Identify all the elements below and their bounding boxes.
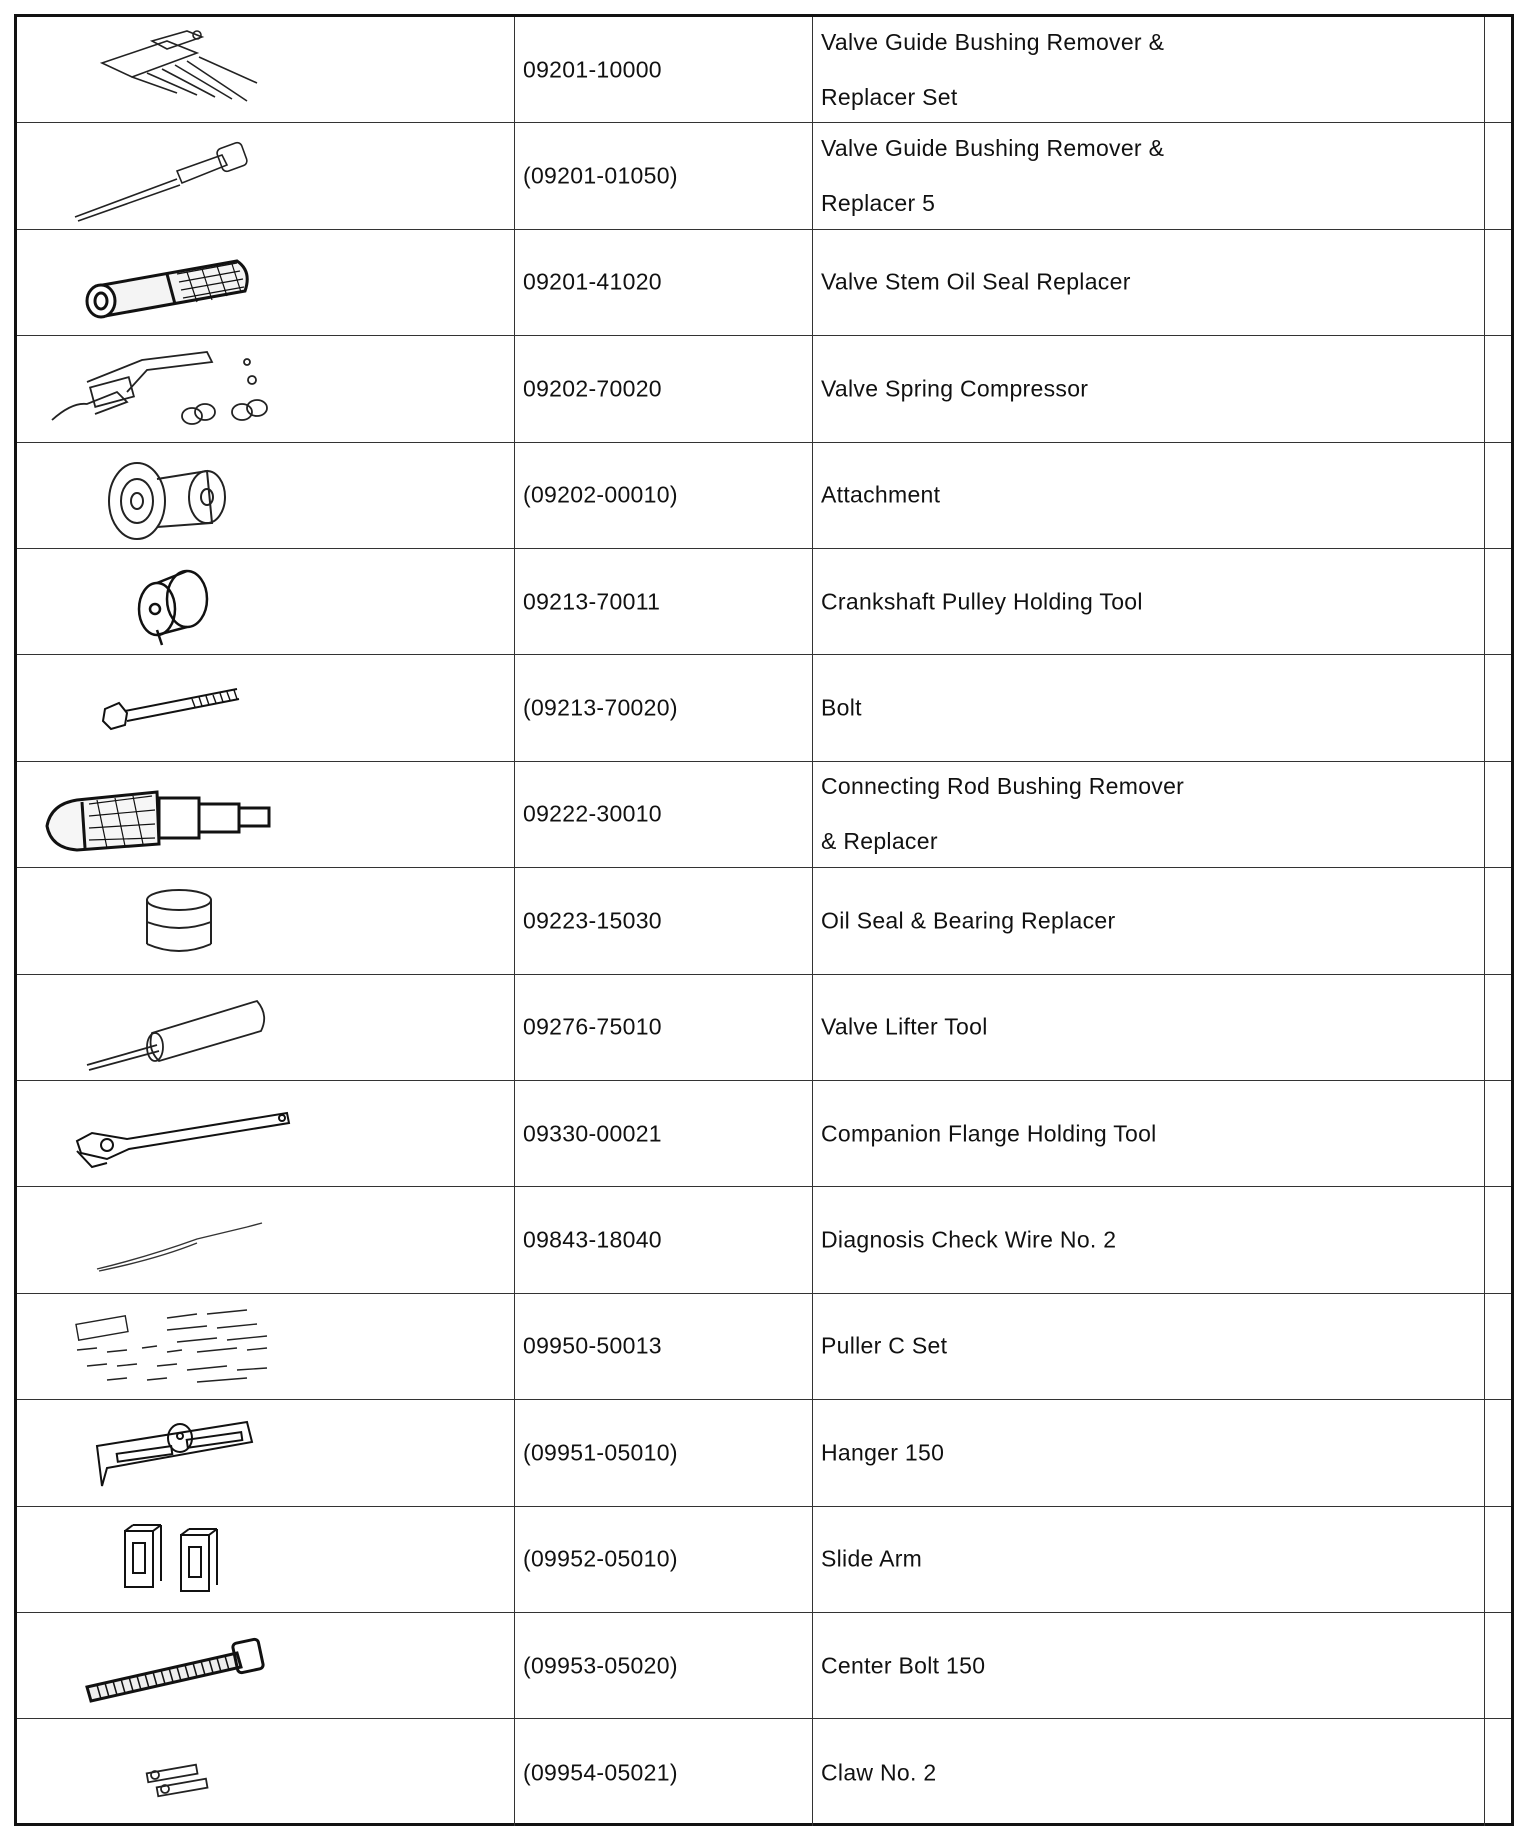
part-number-cell xyxy=(514,1400,812,1505)
tool-image-cell xyxy=(17,1400,514,1505)
tool-name xyxy=(821,1638,1474,1693)
slide-arm-icon xyxy=(47,1513,307,1607)
table-row xyxy=(17,868,1511,974)
tool-name-cell xyxy=(812,1081,1484,1186)
tool-name-line: Claw No. 2 xyxy=(821,1759,937,1786)
tool-name-line: Diagnosis Check Wire No. 2 xyxy=(821,1226,1117,1253)
tool-image-cell xyxy=(17,230,514,335)
tool-image-cell xyxy=(17,975,514,1080)
table-row xyxy=(17,1507,1511,1613)
pulley-holder-icon xyxy=(47,555,307,649)
extra-cell xyxy=(1484,1294,1511,1399)
part-number: (09953-05020) xyxy=(523,1652,678,1679)
table-row xyxy=(17,1294,1511,1400)
tool-name xyxy=(821,681,1474,736)
tool-name-cell xyxy=(812,762,1484,867)
check-wire-icon xyxy=(47,1193,307,1287)
extra-cell xyxy=(1484,1400,1511,1505)
tool-name-cell xyxy=(812,17,1484,122)
tool-name-line: Center Bolt 150 xyxy=(821,1652,986,1679)
part-number-cell xyxy=(514,230,812,335)
tool-name xyxy=(821,1000,1474,1055)
part-number: (09952-05010) xyxy=(523,1545,678,1572)
attachment-icon xyxy=(47,449,307,543)
tool-name-line: Slide Arm xyxy=(821,1545,923,1572)
tool-name-line: Puller C Set xyxy=(821,1332,948,1359)
extra-cell xyxy=(1484,336,1511,441)
extra-cell xyxy=(1484,1187,1511,1292)
tool-image-cell xyxy=(17,1187,514,1292)
extra-cell xyxy=(1484,1507,1511,1612)
tool-image-cell xyxy=(17,1294,514,1399)
hanger-icon xyxy=(47,1406,307,1500)
part-number-cell xyxy=(514,1294,812,1399)
extra-cell xyxy=(1484,1613,1511,1718)
part-number-cell xyxy=(514,975,812,1080)
tool-name xyxy=(821,468,1474,523)
extra-cell xyxy=(1484,443,1511,548)
tool-image-cell xyxy=(17,1613,514,1718)
table-row xyxy=(17,123,1511,229)
part-number-cell xyxy=(514,336,812,441)
tool-name xyxy=(821,361,1474,416)
part-number: (09954-05021) xyxy=(523,1759,678,1786)
tool-name-cell xyxy=(812,443,1484,548)
tool-name-cell xyxy=(812,230,1484,335)
tool-name-line: & Replacer xyxy=(821,828,938,855)
table-row xyxy=(17,975,1511,1081)
valve-guide-set-icon xyxy=(47,23,307,117)
tool-image-cell xyxy=(17,1081,514,1186)
tool-name xyxy=(821,574,1474,629)
tool-name-cell xyxy=(812,655,1484,760)
tool-name xyxy=(821,15,1474,125)
tool-name-line: Bolt xyxy=(821,694,862,721)
table-row xyxy=(17,549,1511,655)
tool-name xyxy=(821,1319,1474,1374)
part-number-cell xyxy=(514,443,812,548)
tool-image-cell xyxy=(17,123,514,228)
center-bolt-icon xyxy=(47,1619,307,1713)
part-number-cell xyxy=(514,1719,812,1825)
table-row xyxy=(17,230,1511,336)
tool-name xyxy=(821,759,1474,869)
extra-cell xyxy=(1484,17,1511,122)
tool-image-cell xyxy=(17,655,514,760)
puller-set-icon xyxy=(47,1300,307,1394)
table-row xyxy=(17,655,1511,761)
part-number-cell xyxy=(514,123,812,228)
tool-name-cell xyxy=(812,1613,1484,1718)
extra-cell xyxy=(1484,123,1511,228)
tool-name xyxy=(821,1425,1474,1480)
tool-name-cell xyxy=(812,1507,1484,1612)
table-row xyxy=(17,1187,1511,1293)
part-number: 09201-10000 xyxy=(523,56,662,83)
part-number: (09213-70020) xyxy=(523,694,678,721)
claw-icon xyxy=(47,1725,307,1819)
table-row xyxy=(17,336,1511,442)
part-number: (09201-01050) xyxy=(523,162,678,189)
tool-name-line: Valve Guide Bushing Remover & xyxy=(821,28,1165,55)
tool-name xyxy=(821,1532,1474,1587)
part-number-cell xyxy=(514,655,812,760)
tool-name-cell xyxy=(812,868,1484,973)
tool-name-cell xyxy=(812,1187,1484,1292)
tool-name-cell xyxy=(812,975,1484,1080)
part-number: (09951-05010) xyxy=(523,1439,678,1466)
tool-image-cell xyxy=(17,762,514,867)
special-tools-table xyxy=(14,14,1514,1826)
tool-name-cell xyxy=(812,1400,1484,1505)
tool-name-line: Connecting Rod Bushing Remover xyxy=(821,773,1185,800)
flange-holder-icon xyxy=(47,1087,307,1181)
tool-name-line: Oil Seal & Bearing Replacer xyxy=(821,907,1116,934)
table-row xyxy=(17,1081,1511,1187)
part-number: 09843-18040 xyxy=(523,1226,662,1253)
tool-name-cell xyxy=(812,123,1484,228)
tool-image-cell xyxy=(17,549,514,654)
tool-name-line: Replacer Set xyxy=(821,83,958,110)
tool-name-cell xyxy=(812,1719,1484,1825)
table-row xyxy=(17,1613,1511,1719)
extra-cell xyxy=(1484,549,1511,654)
tool-image-cell xyxy=(17,1507,514,1612)
tool-name-line: Valve Spring Compressor xyxy=(821,375,1089,402)
part-number: 09201-41020 xyxy=(523,268,662,295)
tool-name xyxy=(821,1213,1474,1268)
part-number-cell xyxy=(514,1187,812,1292)
tool-image-cell xyxy=(17,868,514,973)
rod-bushing-tool-icon xyxy=(27,768,287,862)
part-number-cell xyxy=(514,1081,812,1186)
tool-name-line: Attachment xyxy=(821,481,941,508)
table-row xyxy=(17,1719,1511,1825)
table-row xyxy=(17,443,1511,549)
tool-name xyxy=(821,1106,1474,1161)
tool-name-cell xyxy=(812,1294,1484,1399)
tool-name xyxy=(821,255,1474,310)
tool-image-cell xyxy=(17,336,514,441)
extra-cell xyxy=(1484,1081,1511,1186)
extra-cell xyxy=(1484,868,1511,973)
part-number: 09213-70011 xyxy=(523,588,661,615)
tool-name-line: Replacer 5 xyxy=(821,190,936,217)
table-row xyxy=(17,17,1511,123)
tool-image-cell xyxy=(17,443,514,548)
tool-name-line: Hanger 150 xyxy=(821,1439,945,1466)
part-number: (09202-00010) xyxy=(523,481,678,508)
bolt-icon xyxy=(47,661,307,755)
seal-replacer-icon xyxy=(47,236,307,330)
part-number: 09202-70020 xyxy=(523,375,662,402)
lifter-tool-icon xyxy=(47,981,307,1075)
extra-cell xyxy=(1484,1719,1511,1825)
part-number-cell xyxy=(514,17,812,122)
tool-name-line: Valve Guide Bushing Remover & xyxy=(821,135,1165,162)
part-number-cell xyxy=(514,762,812,867)
extra-cell xyxy=(1484,975,1511,1080)
tool-name-line: Crankshaft Pulley Holding Tool xyxy=(821,588,1143,615)
part-number: 09222-30010 xyxy=(523,800,662,827)
tool-name xyxy=(821,121,1474,231)
remover-rod-icon xyxy=(47,129,307,223)
tool-name-line: Valve Stem Oil Seal Replacer xyxy=(821,268,1131,295)
tool-name-cell xyxy=(812,336,1484,441)
part-number-cell xyxy=(514,549,812,654)
tool-image-cell xyxy=(17,17,514,122)
part-number: 09223-15030 xyxy=(523,907,662,934)
table-row xyxy=(17,1400,1511,1506)
table-row xyxy=(17,762,1511,868)
extra-cell xyxy=(1484,655,1511,760)
tool-image-cell xyxy=(17,1719,514,1825)
extra-cell xyxy=(1484,762,1511,867)
tool-name-cell xyxy=(812,549,1484,654)
part-number-cell xyxy=(514,868,812,973)
tool-name-line: Valve Lifter Tool xyxy=(821,1013,988,1040)
bearing-replacer-icon xyxy=(47,874,307,968)
extra-cell xyxy=(1484,230,1511,335)
part-number-cell xyxy=(514,1613,812,1718)
tool-name-line: Companion Flange Holding Tool xyxy=(821,1120,1157,1147)
spring-compressor-icon xyxy=(47,342,307,436)
part-number: 09950-50013 xyxy=(523,1332,662,1359)
part-number: 09276-75010 xyxy=(523,1013,662,1040)
tool-name xyxy=(821,1745,1474,1800)
part-number-cell xyxy=(514,1507,812,1612)
tool-name xyxy=(821,893,1474,948)
part-number: 09330-00021 xyxy=(523,1120,662,1147)
